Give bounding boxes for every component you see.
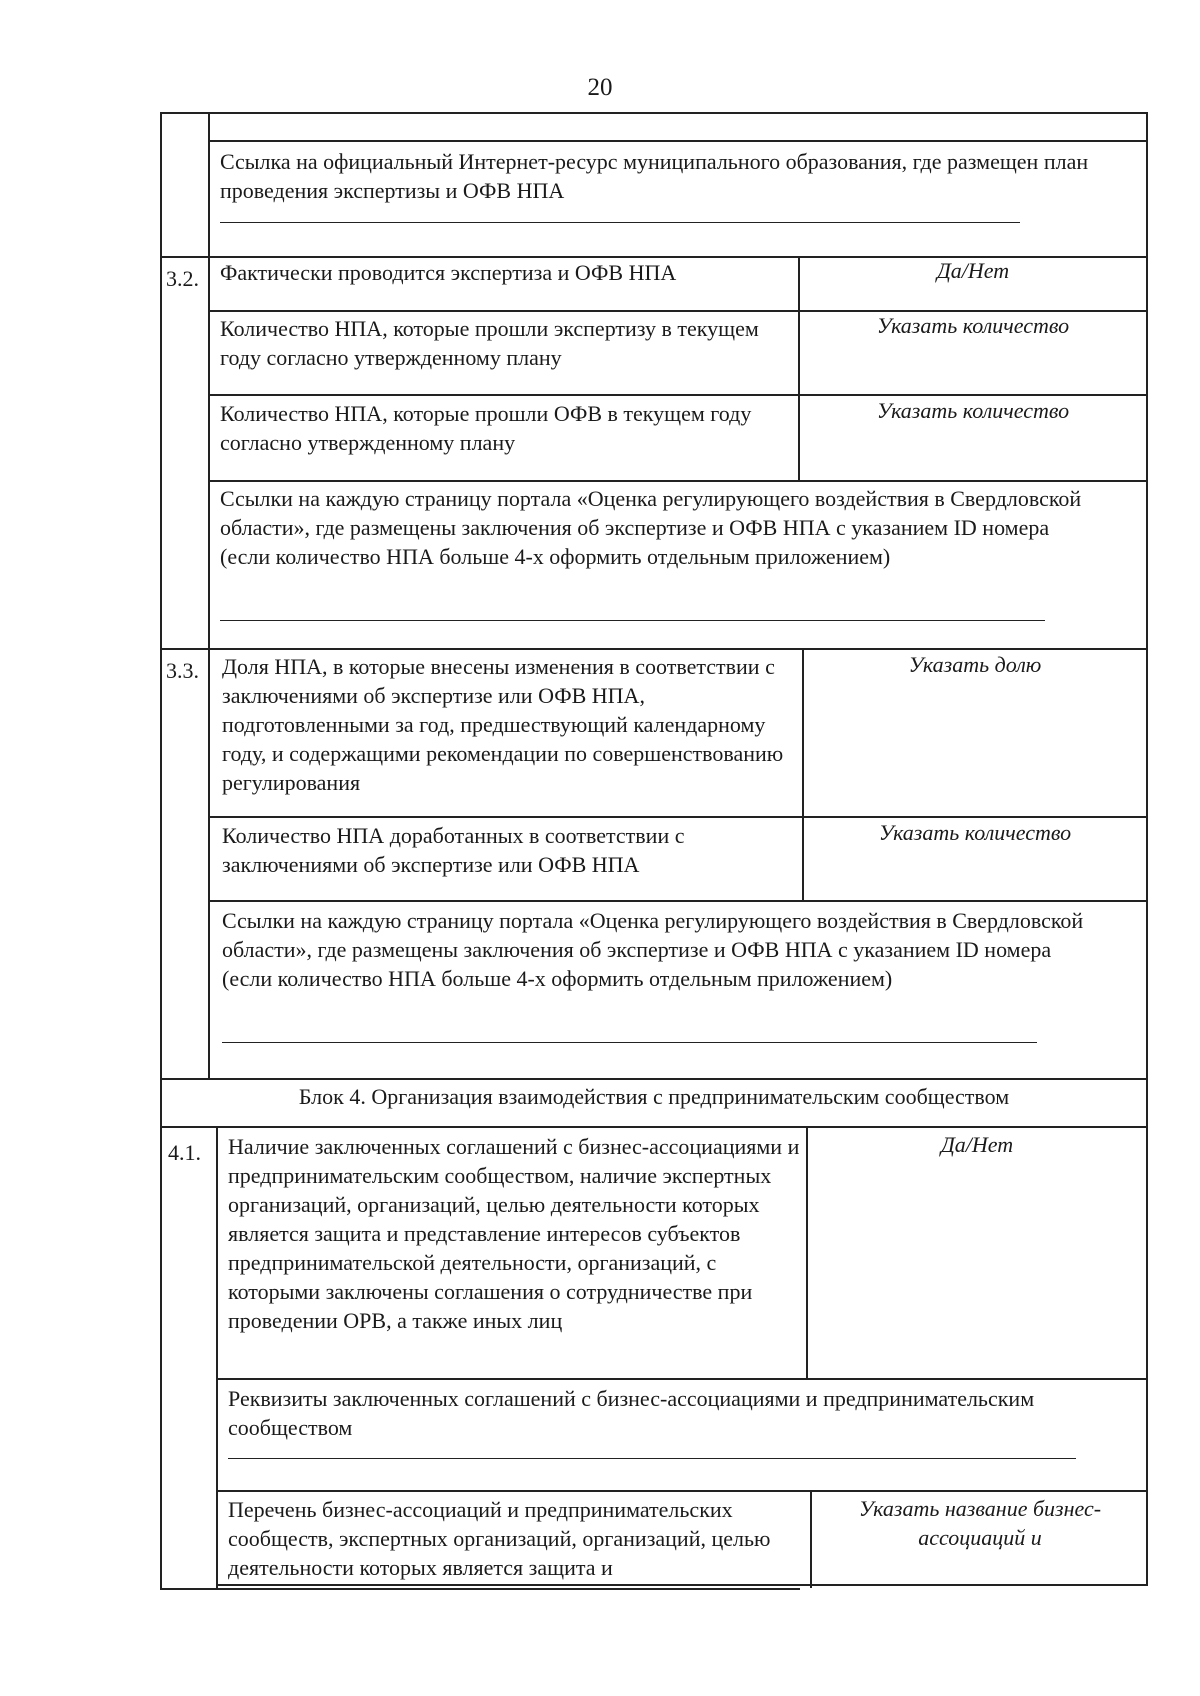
item-3-2-links-text: Ссылки на каждую страницу портала «Оценка регулирующего воздействия в Свердловской области», где размещены заключения об экспертизе и ОФВ НПА с указанием ID номера (если количество НПА больше 4-х оформить отдельным приложением) [220,486,1082,569]
row-divider [160,1126,1148,1128]
fill-line[interactable] [222,1042,1037,1043]
item-4-1-row1-answer[interactable]: Да/Нет [940,1132,1014,1157]
fill-line[interactable] [228,1458,1076,1459]
item-number-3-2: 3.2. [166,266,199,291]
item-3-3-row2-label: Количество НПА доработанных в соответствии с заключениями об экспертизе или ОФВ НПА [222,823,685,877]
row-divider [208,480,1148,482]
row-divider [216,1378,1148,1380]
table-bottom-border [160,1588,800,1590]
item-number-3-3: 3.3. [166,658,199,683]
answer-column-divider [806,1126,808,1378]
item-4-1-list-label: Перечень бизнес-ассоциаций и предпринимательских сообществ, экспертных организаций, организаций, целью деятельности которых является защита и [228,1497,771,1580]
row-divider [216,1490,1148,1492]
block-4-title: Блок 4. Организация взаимодействия с предпринимательским сообществом [298,1084,1010,1109]
item-4-1-list-answer[interactable]: Указать название бизнес-ассоциаций и [858,1496,1102,1550]
item-3-2-row1-answer[interactable]: Да/Нет [936,258,1010,283]
page-number: 20 [587,74,613,101]
row-divider [208,900,1148,902]
item-3-2-row2-answer[interactable]: Указать количество [876,313,1070,338]
item-3-3-row2-answer[interactable]: Указать количество [878,820,1072,845]
fill-line[interactable] [220,222,1020,223]
table-top-border [160,112,1148,114]
item-4-1-requisites-text: Реквизиты заключенных соглашений с бизнес-ассоциациями и предпринимательским сообществом [228,1386,1035,1440]
item-3-3-links-text: Ссылки на каждую страницу портала «Оценка регулирующего воздействия в Свердловской области», где размещены заключения об экспертизе и ОФВ НПА с указанием ID номера (если количество НПА больше 4-х оформить отдельным приложением) [222,908,1084,991]
answer-column-divider [802,648,804,902]
row-divider [216,1584,1148,1586]
item-3-2-row3-answer[interactable]: Указать количество [876,398,1070,423]
item-3-2-row2-label: Количество НПА, которые прошли экспертизу в текущем году согласно утвержденному плану [220,316,759,370]
official-resource-link-text: Ссылка на официальный Интернет-ресурс муниципального образования, где размещен план проведения экспертизы и ОФВ НПА [220,149,1089,203]
item-3-2-row1-label: Фактически проводится экспертиза и ОФВ НПА [220,260,677,285]
item-3-3-row1-answer[interactable]: Указать долю [908,652,1042,677]
answer-column-divider [810,1490,812,1588]
item-number-4-1: 4.1. [168,1140,201,1165]
item-3-2-row3-label: Количество НПА, которые прошли ОФВ в текущем году согласно утвержденному плану [220,401,752,455]
number-column-divider-4 [216,1126,218,1588]
table-right-border [1146,112,1148,1584]
row-divider [208,140,1148,142]
item-3-3-row1-label: Доля НПА, в которые внесены изменения в соответствии с заключениями об экспертизе или ОФВ НПА, подготовленными за год, предшествующий календарному году, и содержащими рекомендации по совершенствованию регулирования [222,654,784,795]
fill-line[interactable] [220,620,1045,621]
answer-column-divider [798,256,800,482]
table-left-border [160,112,162,1590]
row-divider [160,1078,1148,1080]
item-4-1-row1-label: Наличие заключенных соглашений с бизнес-ассоциациями и предпринимательским сообществом, наличие экспертных организаций, организаций, целью деятельности которых является защита и представление интересов субъектов предпринимательской деятельности, организаций, с которыми заключены соглашения о сотрудничестве при проведении ОРВ, а также иных лиц [228,1134,800,1333]
